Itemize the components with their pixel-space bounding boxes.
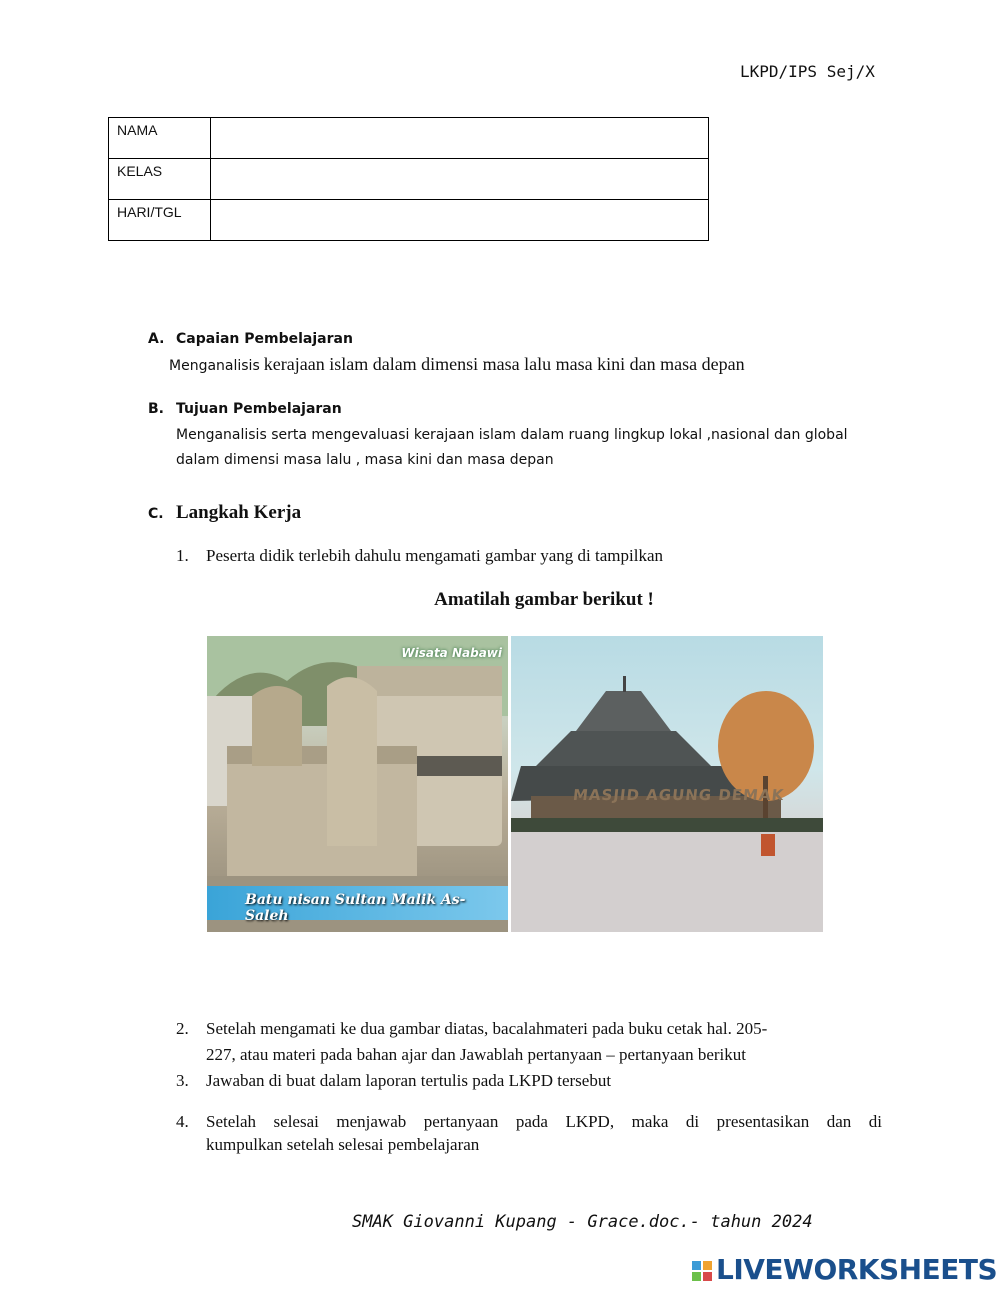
section-a-text-rest: kerajaan islam dalam dimensi masa lalu masa kini dan masa depan — [263, 354, 745, 374]
mosque-illustration — [511, 636, 823, 932]
liveworksheets-logo[interactable] — [692, 1253, 997, 1286]
section-b-heading — [148, 401, 342, 417]
section-b-line2: dalam dimensi masa lalu , masa kini dan masa depan — [176, 452, 554, 468]
section-b-marker: B. — [148, 401, 164, 417]
table-row — [109, 118, 709, 159]
name-label: NAMA — [109, 118, 211, 159]
section-a-text — [169, 354, 745, 375]
date-label: HARI/TGL — [109, 200, 211, 241]
step-2-line2: 227, atau materi pada bahan ajar dan Jawablah pertanyaan – pertanyaan berikut — [206, 1045, 746, 1064]
table-row — [109, 200, 709, 241]
step-2-line1: Setelah mengamati ke dua gambar diatas, bacalahmateri pada buku cetak hal. 205- — [206, 1019, 768, 1038]
step-3-text: Jawaban di buat dalam laporan tertulis pada LKPD tersebut — [206, 1071, 612, 1090]
image-instruction: Amatilah gambar berikut ! — [434, 589, 654, 610]
step-1-number: 1. — [176, 546, 189, 565]
mosque-photo — [511, 636, 823, 932]
class-label: KELAS — [109, 159, 211, 200]
document-code: LKPD/IPS Sej/X — [740, 62, 875, 81]
section-b-line1: Menganalisis serta mengevaluasi kerajaan islam dalam ruang lingkup lokal ,nasional dan global — [176, 427, 848, 443]
section-c-title: Langkah Kerja — [176, 502, 302, 523]
step-4 — [176, 1110, 882, 1156]
logo-grid-icon — [692, 1261, 712, 1281]
step-3-number: 3. — [176, 1071, 189, 1090]
name-field[interactable] — [211, 118, 709, 159]
section-a-marker: A. — [148, 331, 165, 347]
step-4-line2: kumpulkan setelah selesai pembelajaran — [206, 1135, 480, 1154]
section-b-title: Tujuan Pembelajaran — [176, 401, 342, 417]
watermark-text: Wisata Nabawi — [401, 646, 502, 660]
step-2 — [176, 1016, 886, 1068]
step-4-number: 4. — [176, 1112, 189, 1131]
section-c-marker: C. — [148, 506, 164, 522]
identity-table — [108, 117, 709, 241]
step-2-number: 2. — [176, 1019, 189, 1038]
section-c-heading — [148, 502, 301, 524]
section-a-text-start: Menganalisis — [169, 358, 260, 374]
logo-text: LIVEWORKSHEETS — [716, 1253, 998, 1286]
step-4-line1: Setelah selesai menjawab pertanyaan pada LKPD, maka di presentasikan dan di — [206, 1112, 882, 1131]
class-field[interactable] — [211, 159, 709, 200]
step-1-text: Peserta didik terlebih dahulu mengamati gambar yang di tampilkan — [206, 546, 663, 565]
section-a-heading — [148, 331, 353, 347]
step-1 — [176, 543, 663, 569]
section-a-title: Capaian Pembelajaran — [176, 331, 353, 347]
step-3 — [176, 1068, 611, 1094]
table-row — [109, 159, 709, 200]
section-b-text — [176, 423, 888, 473]
tomb-photo — [207, 636, 508, 932]
footer-credit: SMAK Giovanni Kupang - Grace.doc.- tahun 2024 — [352, 1212, 813, 1232]
tomb-caption: Batu nisan Sultan Malik As-Saleh — [245, 892, 466, 924]
date-field[interactable] — [211, 200, 709, 241]
mosque-sign: MASJID AGUNG DEMAK — [572, 786, 786, 804]
